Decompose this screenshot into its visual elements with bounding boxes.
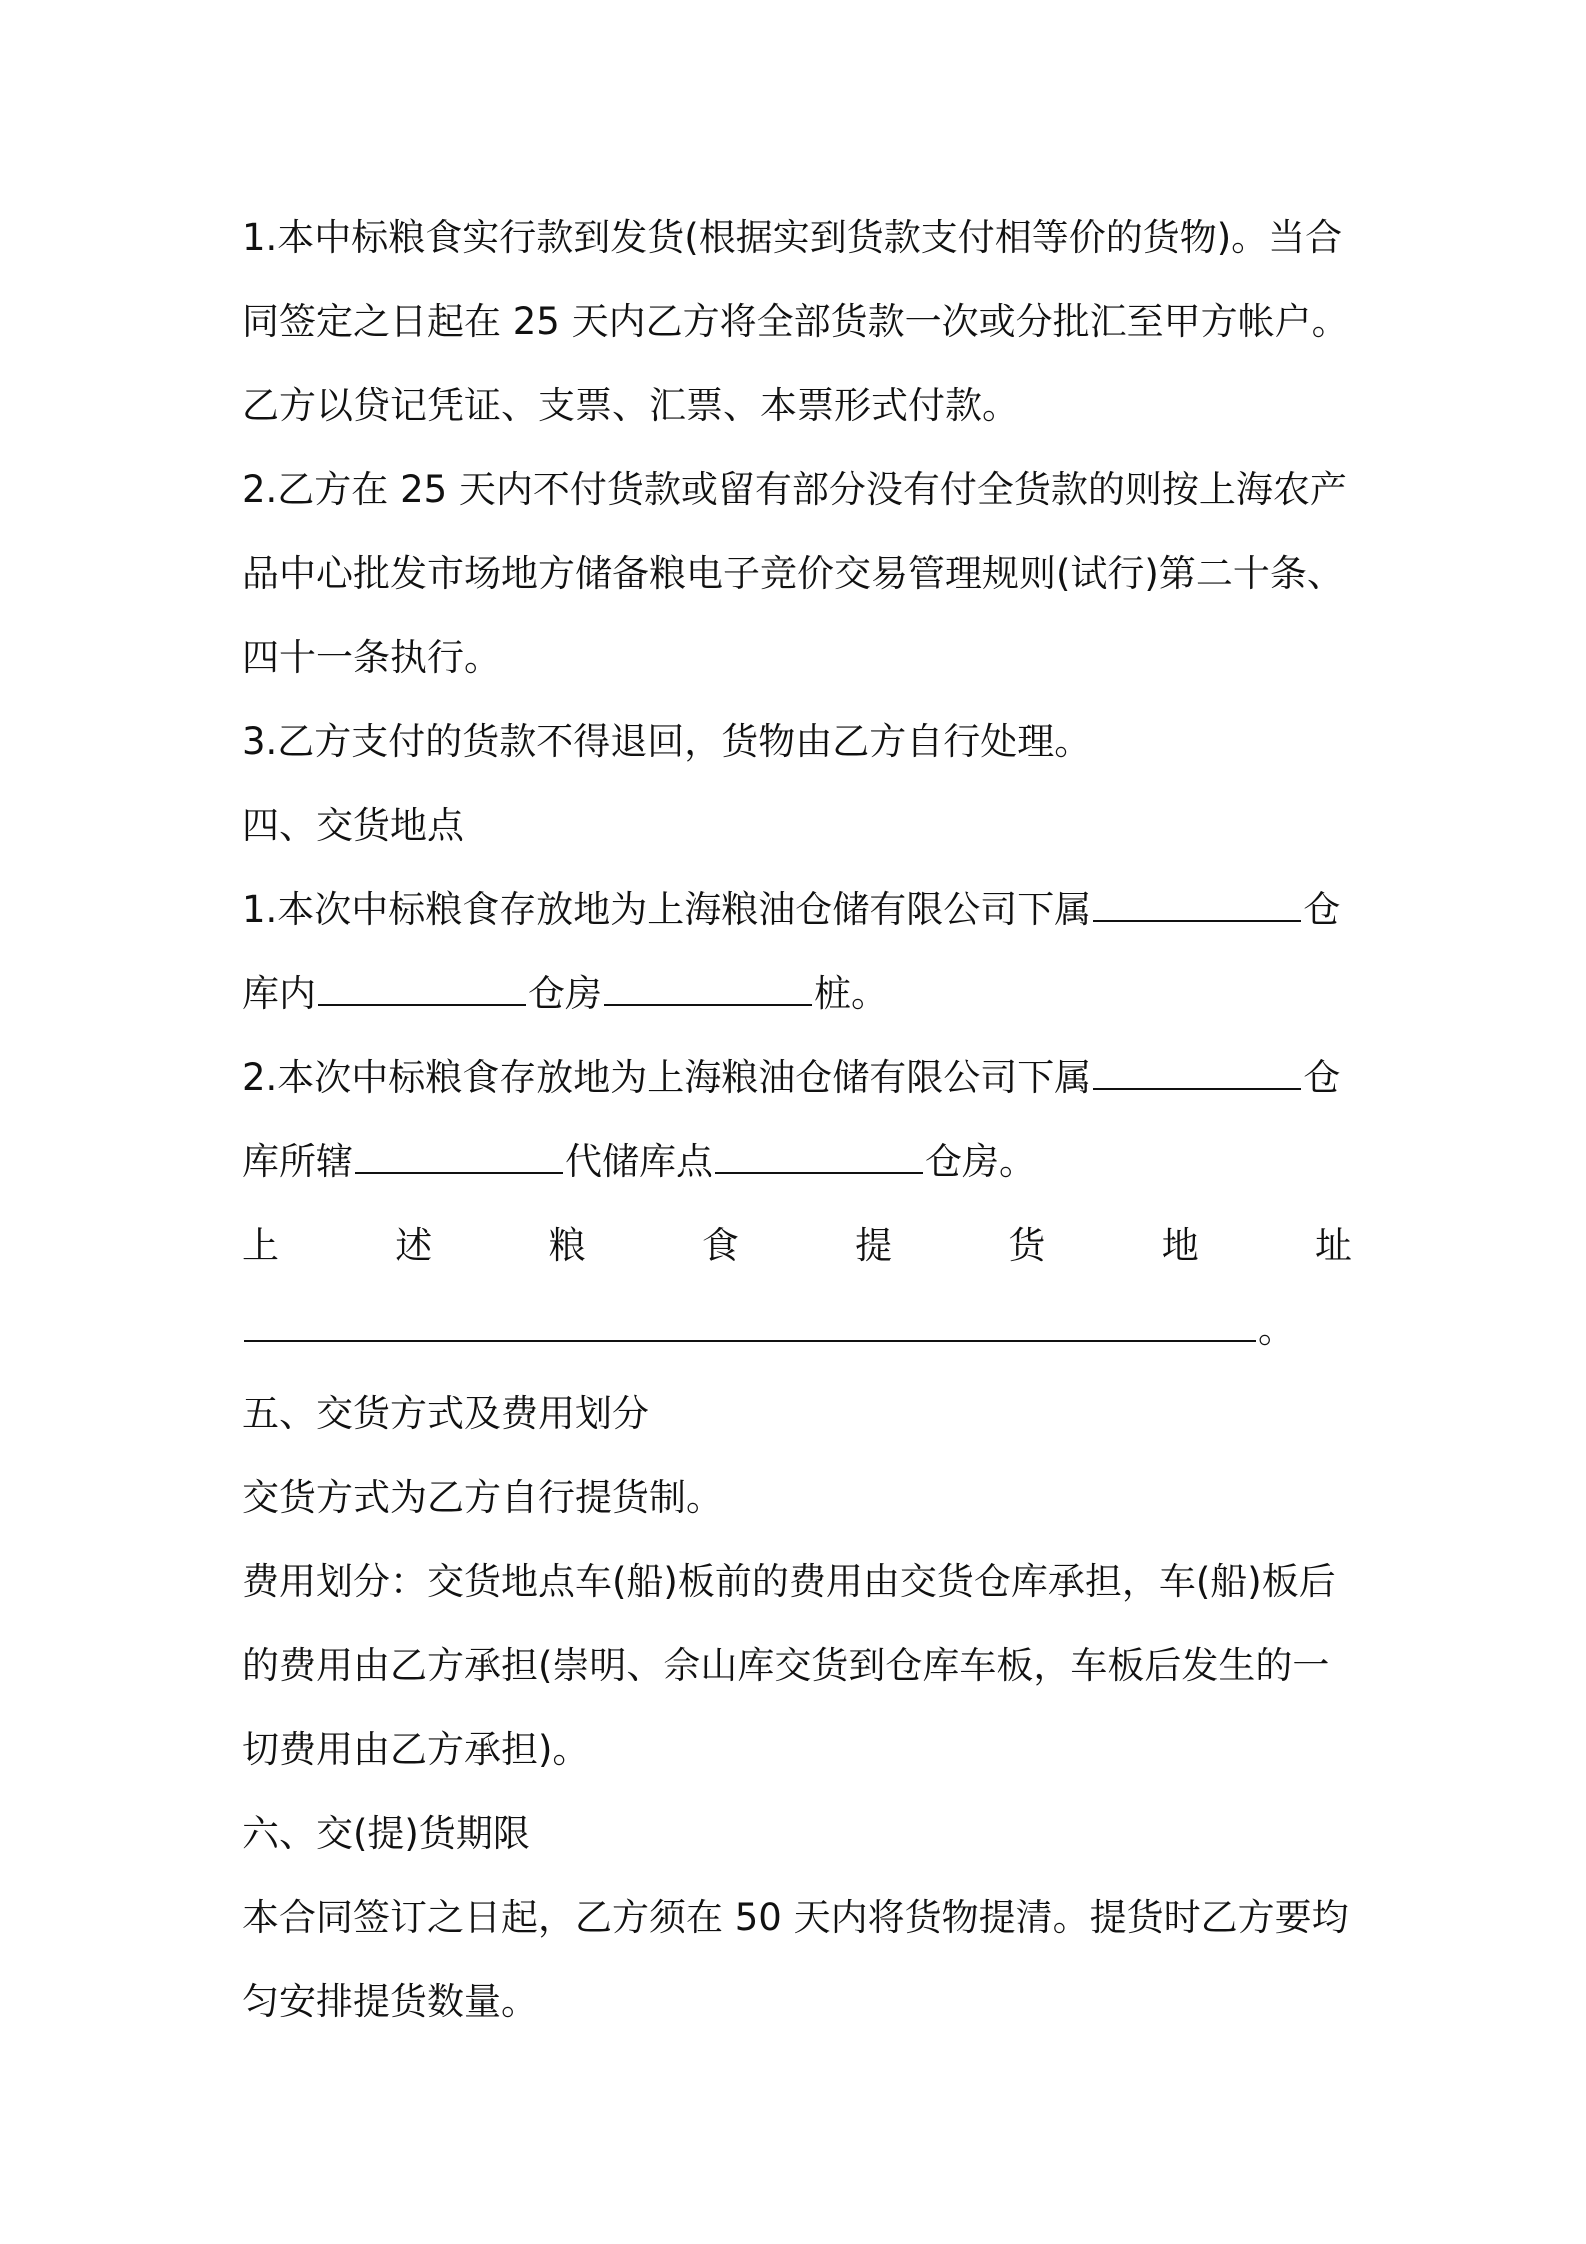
fill-blank [244, 1306, 1256, 1342]
fill-blank [604, 970, 812, 1006]
line-char: 址 [1314, 1224, 1352, 1267]
paragraph-line [242, 952, 1352, 1036]
fill-blank [1093, 1054, 1301, 1090]
paragraph-line: 四十一条执行。 [242, 636, 501, 679]
paragraph-line: 匀安排提货数量。 [242, 1980, 538, 2023]
line-char: 粮 [548, 1224, 586, 1267]
paragraph-line: 交货方式为乙方自行提货制。 [242, 1476, 723, 1519]
line-text: 仓房。 [925, 1140, 1036, 1183]
fill-blank [355, 1138, 563, 1174]
paragraph-line: 本合同签订之日起，乙方须在 50 天内将货物提清。提货时乙方要均 [242, 1896, 1349, 1939]
line-text: 代储库点 [565, 1140, 713, 1183]
section-heading: 五、交货方式及费用划分 [242, 1392, 649, 1435]
line-text: 。 [1258, 1308, 1295, 1351]
justified-line [242, 1204, 1352, 1288]
paragraph-line: 的费用由乙方承担(崇明、佘山库交货到仓库车板，车板后发生的一 [242, 1644, 1330, 1687]
line-char: 地 [1161, 1224, 1199, 1267]
paragraph-line: 2.乙方在 25 天内不付货款或留有部分没有付全货款的则按上海农产 [242, 468, 1347, 511]
fill-blank [318, 970, 526, 1006]
paragraph-line: 品中心批发市场地方储备粮电子竞价交易管理规则(试行)第二十条、 [242, 552, 1344, 595]
paragraph-line: 1.本中标粮食实行款到发货(根据实到货款支付相等价的货物)。当合 [242, 216, 1343, 259]
line-text: 桩。 [814, 972, 888, 1015]
document-body [242, 196, 1352, 2044]
line-text: 仓 [1303, 1056, 1341, 1099]
line-text: 仓 [1303, 888, 1341, 931]
line-char: 述 [395, 1224, 433, 1267]
paragraph-line [242, 1288, 1352, 1372]
fill-blank [715, 1138, 923, 1174]
line-text: 2.本次中标粮食存放地为上海粮油仓储有限公司下属 [242, 1056, 1092, 1099]
line-char: 上 [242, 1224, 279, 1267]
paragraph-line [242, 1036, 1352, 1120]
paragraph-line: 3.乙方支付的货款不得退回，货物由乙方自行处理。 [242, 720, 1092, 763]
paragraph-line: 费用划分：交货地点车(船)板前的费用由交货仓库承担，车(船)板后 [242, 1560, 1336, 1603]
paragraph-line: 切费用由乙方承担)。 [242, 1728, 590, 1771]
line-text: 1.本次中标粮食存放地为上海粮油仓储有限公司下属 [242, 888, 1092, 931]
fill-blank [1093, 886, 1301, 922]
line-text: 库所辖 [242, 1140, 353, 1183]
paragraph-line: 同签定之日起在 25 天内乙方将全部货款一次或分批汇至甲方帐户。 [242, 300, 1349, 343]
paragraph-line: 乙方以贷记凭证、支票、汇票、本票形式付款。 [242, 384, 1019, 427]
line-text: 库内 [242, 972, 316, 1015]
line-char: 食 [701, 1224, 739, 1267]
paragraph-line [242, 1120, 1352, 1204]
paragraph-line [242, 868, 1352, 952]
section-heading: 四、交货地点 [242, 804, 464, 847]
section-heading: 六、交(提)货期限 [242, 1812, 530, 1855]
line-char: 提 [855, 1224, 893, 1267]
line-text: 仓房 [528, 972, 602, 1015]
line-char: 货 [1008, 1224, 1046, 1267]
